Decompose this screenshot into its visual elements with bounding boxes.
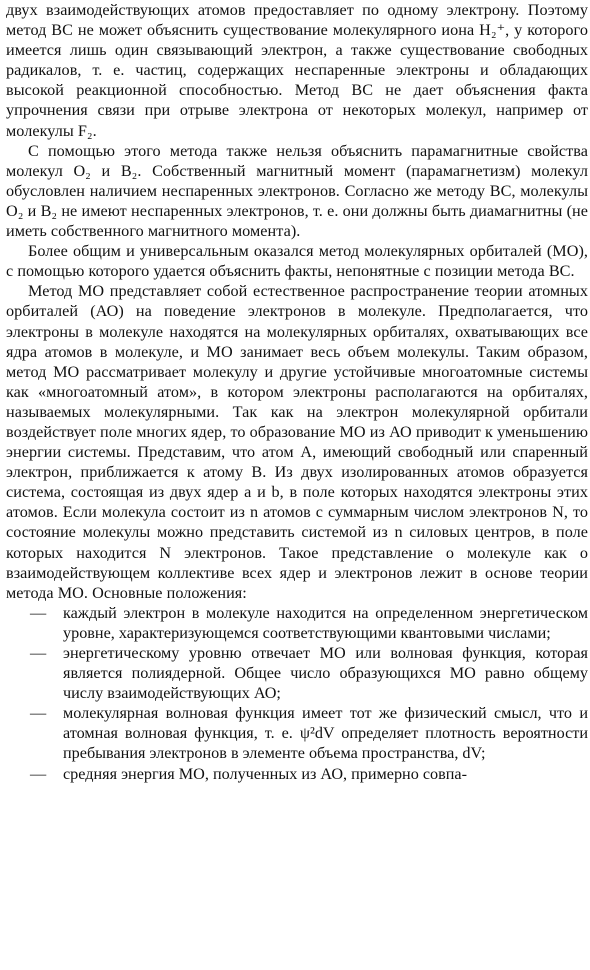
dash-marker: — (30, 603, 47, 622)
dash-marker: — (30, 704, 47, 723)
list-item (6, 703, 588, 763)
list-item-text: энергетическому уровню отвечает МО или волновая функция, которая является полиядерной. Общее число образующихся МО равно общему числу взаимодействующих АО; (63, 644, 588, 703)
paragraph-1: двух взаимодействующих атомов предоставляет по одному электрону. Поэтому метод ВС не может объяснить существование молекулярного иона H₂⁺, у которого имеется лишь один связывающий электрон, а также существование свободных радикалов, т. е. частиц, содержащих неспаренные электроны и обладающих высокой реакционной способностью. Метод ВС не дает объяснения факта упрочнения связи при отрыве электрона от некоторых молекул, например от молекулы F₂. (6, 1, 588, 140)
postulates-list (6, 603, 588, 784)
list-item-text: каждый электрон в молекуле находится на определенном энергетическом уровне, характеризующемся соответствующими квантовыми числами; (63, 603, 588, 642)
paragraph-4: Метод МО представляет собой естественное распространение теории атомных орбиталей (АО) на поведение электронов в молекуле. Предполагается, что электроны в молекуле находятся на молекулярных орбиталях, охватывающих все ядра атомов в молекуле, и МО занимает весь объем молекулы. Таким образом, метод МО рассматривает молекулу и другие устойчивые многоатомные системы как «многоатомный атом», в котором электроны располагаются на орбиталях, называемых молекулярными. Так как на электрон молекулярной орбитали воздействует поле многих ядер, то образование МО из АО приводит к уменьшению энергии системы. Представим, что атом А, имеющий свободный или спаренный электрон, приближается к атому В. Из двух изолированных атомов образуется система, состоящая из двух ядер a и b, в поле которых находятся электроны этих атомов. Если молекула состоит из n атомов с суммарным числом электронов N, то состояние молекулы можно представить системой из n силовых центров, в поле которых находится N электронов. Такое представление о молекуле как о взаимодействующем коллективе всех ядер и электронов лежит в основе теории метода МО. Основные положения: (6, 282, 588, 602)
dash-marker: — (30, 644, 47, 662)
list-item (6, 643, 588, 703)
list-item (6, 764, 588, 784)
dash-marker: — (30, 764, 47, 783)
paragraph-2: С помощью этого метода также нельзя объяснить парамагнитные свойства молекул O₂ и B₂. Собственный магнитный момент (парамагнетизм) молекул обусловлен наличием неспаренных электронов. Согласно же методу ВС, молекулы O₂ и B₂ не имеют неспаренных электронов, т. е. они должны быть диамагнитны (не иметь собственного магнитного момента). (6, 141, 588, 241)
list-item-text: средняя энергия МО, полученных из АО, примерно совпа- (63, 764, 468, 783)
list-item-text: молекулярная волновая функция имеет тот же физический смысл, что и атомная волновая функция, т. е. ψ²dV определяет плотность вероятности пребывания электронов в элементе объема пространства, dV; (63, 704, 588, 763)
paragraph-3: Более общим и универсальным оказался метод молекулярных орбиталей (МО), с помощью которого удается объяснить факты, непонятные с позиции метода ВС. (6, 242, 588, 281)
list-item (6, 603, 588, 643)
